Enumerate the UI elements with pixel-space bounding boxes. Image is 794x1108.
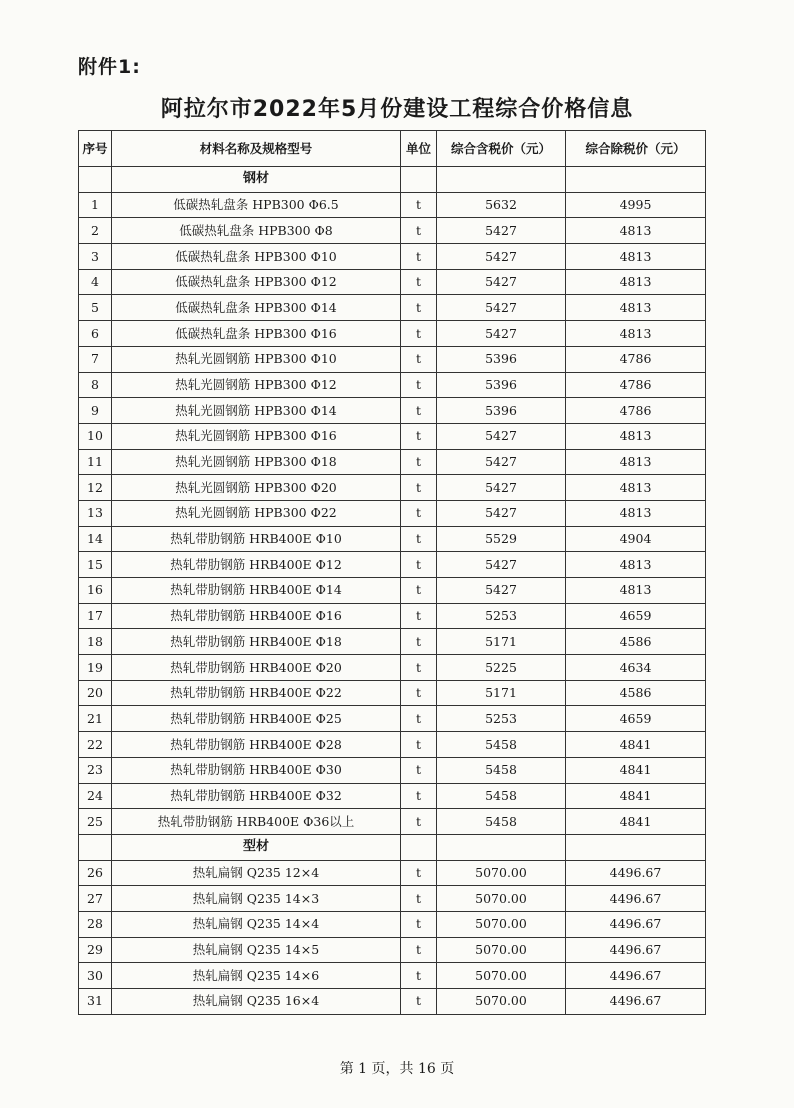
header-price-tax: 综合含税价（元） — [437, 131, 566, 167]
price-without-tax: 4813 — [566, 423, 706, 449]
row-number: 16 — [79, 578, 112, 604]
price-with-tax: 5427 — [437, 449, 566, 475]
section-title: 钢材 — [112, 167, 401, 193]
material-name: 热轧带肋钢筋 HRB400E Φ25 — [112, 706, 401, 732]
row-number: 15 — [79, 552, 112, 578]
material-name: 热轧带肋钢筋 HRB400E Φ16 — [112, 603, 401, 629]
price-without-tax: 4841 — [566, 757, 706, 783]
price-with-tax: 5171 — [437, 680, 566, 706]
price-with-tax: 5070.00 — [437, 886, 566, 912]
section-tax-cell — [437, 167, 566, 193]
price-without-tax: 4586 — [566, 629, 706, 655]
price-without-tax: 4786 — [566, 346, 706, 372]
row-number: 6 — [79, 321, 112, 347]
material-name: 热轧带肋钢筋 HRB400E Φ10 — [112, 526, 401, 552]
price-without-tax: 4786 — [566, 398, 706, 424]
price-with-tax: 5427 — [437, 321, 566, 347]
table-row — [79, 963, 706, 989]
table-body — [79, 167, 706, 1015]
material-name: 热轧光圆钢筋 HPB300 Φ16 — [112, 423, 401, 449]
section-unit-cell — [401, 167, 437, 193]
unit: t — [401, 269, 437, 295]
unit: t — [401, 218, 437, 244]
price-with-tax: 5427 — [437, 500, 566, 526]
row-number: 13 — [79, 500, 112, 526]
row-number: 25 — [79, 809, 112, 835]
material-name: 低碳热轧盘条 HPB300 Φ12 — [112, 269, 401, 295]
price-without-tax: 4841 — [566, 809, 706, 835]
unit: t — [401, 680, 437, 706]
table-row — [79, 552, 706, 578]
material-name: 热轧带肋钢筋 HRB400E Φ22 — [112, 680, 401, 706]
unit: t — [401, 757, 437, 783]
price-with-tax: 5632 — [437, 192, 566, 218]
table-row — [79, 629, 706, 655]
material-name: 低碳热轧盘条 HPB300 Φ14 — [112, 295, 401, 321]
header-seq: 序号 — [79, 131, 112, 167]
price-without-tax: 4813 — [566, 578, 706, 604]
material-name: 热轧扁钢 Q235 16×4 — [112, 989, 401, 1015]
row-number: 11 — [79, 449, 112, 475]
price-with-tax: 5458 — [437, 783, 566, 809]
unit: t — [401, 706, 437, 732]
row-number: 14 — [79, 526, 112, 552]
material-name: 热轧光圆钢筋 HPB300 Φ18 — [112, 449, 401, 475]
unit: t — [401, 398, 437, 424]
row-number: 21 — [79, 706, 112, 732]
section-seq-cell — [79, 834, 112, 860]
price-without-tax: 4496.67 — [566, 886, 706, 912]
unit: t — [401, 346, 437, 372]
table-row — [79, 500, 706, 526]
table-row — [79, 860, 706, 886]
price-without-tax: 4496.67 — [566, 989, 706, 1015]
unit: t — [401, 321, 437, 347]
price-with-tax: 5458 — [437, 757, 566, 783]
table-row — [79, 423, 706, 449]
row-number: 7 — [79, 346, 112, 372]
page-title: 阿拉尔市2022年5月份建设工程综合价格信息 — [160, 97, 634, 122]
price-with-tax: 5427 — [437, 295, 566, 321]
material-name: 低碳热轧盘条 HPB300 Φ8 — [112, 218, 401, 244]
price-with-tax: 5427 — [437, 578, 566, 604]
row-number: 22 — [79, 732, 112, 758]
table-row — [79, 783, 706, 809]
table-row — [79, 706, 706, 732]
price-without-tax: 4659 — [566, 706, 706, 732]
unit: t — [401, 603, 437, 629]
table-row — [79, 578, 706, 604]
section-row — [79, 167, 706, 193]
material-name: 热轧带肋钢筋 HRB400E Φ32 — [112, 783, 401, 809]
material-name: 热轧光圆钢筋 HPB300 Φ20 — [112, 475, 401, 501]
row-number: 2 — [79, 218, 112, 244]
price-without-tax: 4813 — [566, 244, 706, 270]
material-name: 热轧光圆钢筋 HPB300 Φ12 — [112, 372, 401, 398]
row-number: 31 — [79, 989, 112, 1015]
material-name: 热轧带肋钢筋 HRB400E Φ36以上 — [112, 809, 401, 835]
price-with-tax: 5070.00 — [437, 860, 566, 886]
material-name: 热轧光圆钢筋 HPB300 Φ22 — [112, 500, 401, 526]
price-with-tax: 5396 — [437, 346, 566, 372]
material-name: 热轧扁钢 Q235 14×3 — [112, 886, 401, 912]
material-name: 热轧带肋钢筋 HRB400E Φ20 — [112, 655, 401, 681]
unit: t — [401, 192, 437, 218]
row-number: 30 — [79, 963, 112, 989]
unit: t — [401, 860, 437, 886]
unit: t — [401, 500, 437, 526]
row-number: 17 — [79, 603, 112, 629]
price-with-tax: 5070.00 — [437, 989, 566, 1015]
unit: t — [401, 578, 437, 604]
table-row — [79, 655, 706, 681]
row-number: 23 — [79, 757, 112, 783]
price-with-tax: 5253 — [437, 706, 566, 732]
header-name: 材料名称及规格型号 — [112, 131, 401, 167]
price-with-tax: 5427 — [437, 269, 566, 295]
price-with-tax: 5427 — [437, 423, 566, 449]
price-without-tax: 4496.67 — [566, 911, 706, 937]
table-row — [79, 192, 706, 218]
page-footer: 第 1 页，共 16 页 — [339, 1061, 455, 1077]
price-without-tax: 4995 — [566, 192, 706, 218]
price-with-tax: 5171 — [437, 629, 566, 655]
row-number: 1 — [79, 192, 112, 218]
section-seq-cell — [79, 167, 112, 193]
material-name: 热轧扁钢 Q235 14×6 — [112, 963, 401, 989]
price-without-tax: 4813 — [566, 295, 706, 321]
table-row — [79, 757, 706, 783]
price-with-tax: 5225 — [437, 655, 566, 681]
row-number: 3 — [79, 244, 112, 270]
unit: t — [401, 372, 437, 398]
material-name: 低碳热轧盘条 HPB300 Φ6.5 — [112, 192, 401, 218]
unit: t — [401, 886, 437, 912]
material-name: 热轧扁钢 Q235 14×5 — [112, 937, 401, 963]
row-number: 18 — [79, 629, 112, 655]
unit: t — [401, 989, 437, 1015]
price-with-tax: 5396 — [437, 398, 566, 424]
unit: t — [401, 552, 437, 578]
price-without-tax: 4634 — [566, 655, 706, 681]
price-with-tax: 5427 — [437, 552, 566, 578]
row-number: 20 — [79, 680, 112, 706]
price-with-tax: 5458 — [437, 809, 566, 835]
price-without-tax: 4586 — [566, 680, 706, 706]
row-number: 5 — [79, 295, 112, 321]
row-number: 27 — [79, 886, 112, 912]
material-name: 热轧带肋钢筋 HRB400E Φ18 — [112, 629, 401, 655]
table-row — [79, 603, 706, 629]
table-row — [79, 346, 706, 372]
price-without-tax: 4786 — [566, 372, 706, 398]
section-title: 型材 — [112, 834, 401, 860]
table-row — [79, 321, 706, 347]
price-without-tax: 4813 — [566, 449, 706, 475]
table-row — [79, 886, 706, 912]
table-row — [79, 269, 706, 295]
unit: t — [401, 629, 437, 655]
row-number: 29 — [79, 937, 112, 963]
row-number: 24 — [79, 783, 112, 809]
price-without-tax: 4813 — [566, 218, 706, 244]
table-header-row — [79, 131, 706, 167]
material-name: 热轧带肋钢筋 HRB400E Φ12 — [112, 552, 401, 578]
table-row — [79, 295, 706, 321]
unit: t — [401, 423, 437, 449]
table-row — [79, 244, 706, 270]
unit: t — [401, 937, 437, 963]
row-number: 12 — [79, 475, 112, 501]
table-row — [79, 989, 706, 1015]
table-row — [79, 449, 706, 475]
price-without-tax: 4813 — [566, 552, 706, 578]
material-name: 热轧扁钢 Q235 12×4 — [112, 860, 401, 886]
table-row — [79, 218, 706, 244]
price-with-tax: 5070.00 — [437, 937, 566, 963]
table-row — [79, 732, 706, 758]
section-notax-cell — [566, 834, 706, 860]
table-row — [79, 937, 706, 963]
unit: t — [401, 526, 437, 552]
unit: t — [401, 911, 437, 937]
price-with-tax: 5070.00 — [437, 963, 566, 989]
unit: t — [401, 655, 437, 681]
section-unit-cell — [401, 834, 437, 860]
price-without-tax: 4496.67 — [566, 963, 706, 989]
material-name: 热轧带肋钢筋 HRB400E Φ14 — [112, 578, 401, 604]
price-table — [78, 130, 706, 1015]
price-with-tax: 5427 — [437, 244, 566, 270]
price-without-tax: 4813 — [566, 321, 706, 347]
table-row — [79, 809, 706, 835]
table-row — [79, 680, 706, 706]
price-without-tax: 4904 — [566, 526, 706, 552]
price-with-tax: 5253 — [437, 603, 566, 629]
header-price-notax: 综合除税价（元） — [566, 131, 706, 167]
price-without-tax: 4496.67 — [566, 860, 706, 886]
section-tax-cell — [437, 834, 566, 860]
table-row — [79, 526, 706, 552]
unit: t — [401, 449, 437, 475]
row-number: 4 — [79, 269, 112, 295]
section-row — [79, 834, 706, 860]
unit: t — [401, 475, 437, 501]
price-with-tax: 5529 — [437, 526, 566, 552]
material-name: 低碳热轧盘条 HPB300 Φ10 — [112, 244, 401, 270]
price-without-tax: 4813 — [566, 475, 706, 501]
material-name: 热轧带肋钢筋 HRB400E Φ28 — [112, 732, 401, 758]
material-name: 热轧带肋钢筋 HRB400E Φ30 — [112, 757, 401, 783]
unit: t — [401, 295, 437, 321]
price-without-tax: 4659 — [566, 603, 706, 629]
row-number: 19 — [79, 655, 112, 681]
unit: t — [401, 809, 437, 835]
unit: t — [401, 732, 437, 758]
price-with-tax: 5396 — [437, 372, 566, 398]
price-with-tax: 5458 — [437, 732, 566, 758]
row-number: 8 — [79, 372, 112, 398]
table-row — [79, 475, 706, 501]
material-name: 热轧光圆钢筋 HPB300 Φ14 — [112, 398, 401, 424]
price-without-tax: 4841 — [566, 732, 706, 758]
material-name: 热轧光圆钢筋 HPB300 Φ10 — [112, 346, 401, 372]
material-name: 低碳热轧盘条 HPB300 Φ16 — [112, 321, 401, 347]
header-unit: 单位 — [401, 131, 437, 167]
price-with-tax: 5427 — [437, 475, 566, 501]
section-notax-cell — [566, 167, 706, 193]
price-without-tax: 4813 — [566, 269, 706, 295]
table-row — [79, 372, 706, 398]
price-without-tax: 4496.67 — [566, 937, 706, 963]
material-name: 热轧扁钢 Q235 14×4 — [112, 911, 401, 937]
row-number: 28 — [79, 911, 112, 937]
unit: t — [401, 783, 437, 809]
table-row — [79, 398, 706, 424]
price-without-tax: 4841 — [566, 783, 706, 809]
table-row — [79, 911, 706, 937]
unit: t — [401, 963, 437, 989]
row-number: 10 — [79, 423, 112, 449]
price-with-tax: 5427 — [437, 218, 566, 244]
price-without-tax: 4813 — [566, 500, 706, 526]
row-number: 9 — [79, 398, 112, 424]
row-number: 26 — [79, 860, 112, 886]
price-with-tax: 5070.00 — [437, 911, 566, 937]
attachment-label: 附件1: — [78, 56, 141, 78]
unit: t — [401, 244, 437, 270]
